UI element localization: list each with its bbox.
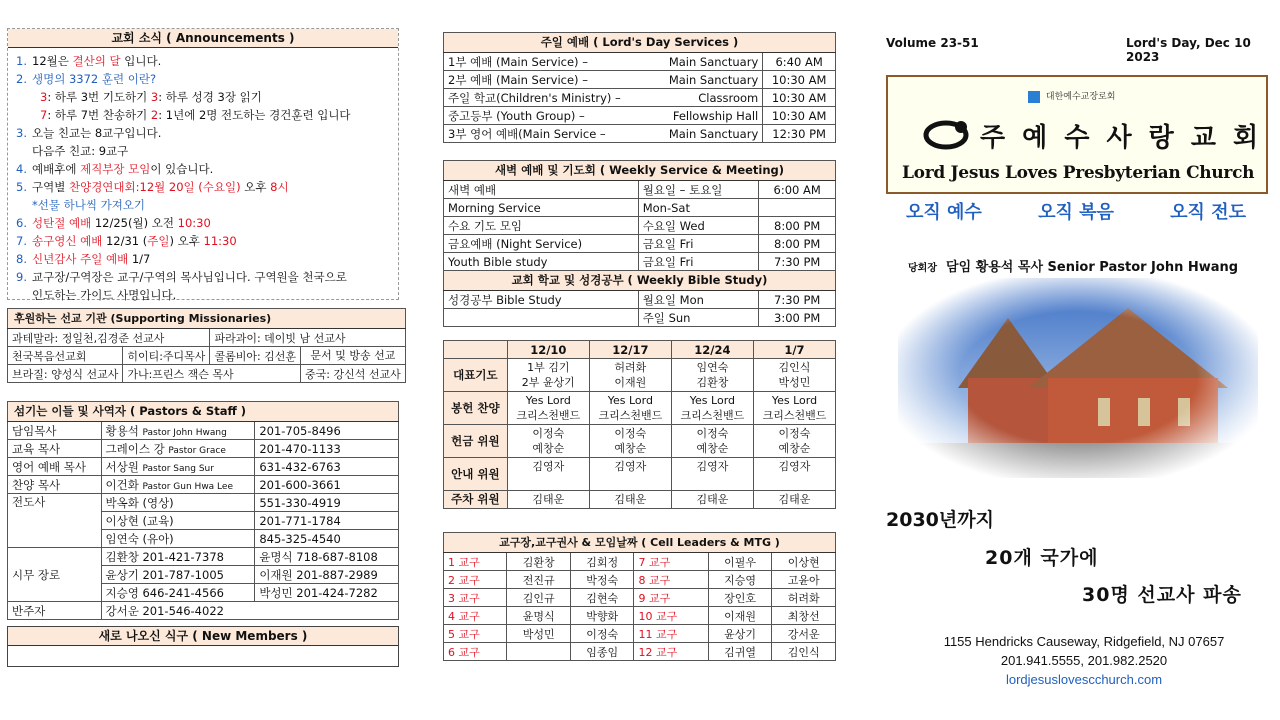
missionary-cell: 브라질: 양성식 선교사 bbox=[8, 365, 123, 383]
staff-name: 이상현 (교육) bbox=[101, 512, 255, 530]
staff-name: 임연숙 (유아) bbox=[101, 530, 255, 548]
schedule-cell: 김영자 bbox=[753, 458, 835, 491]
cell-leaders-panel bbox=[443, 532, 836, 661]
staff-role: 전도사 bbox=[8, 494, 102, 548]
bible-study-title: 교회 학교 및 성경공부 ( Weekly Bible Study) bbox=[444, 271, 836, 291]
schedule-cell: Yes Lord 크리스천밴드 bbox=[589, 392, 671, 425]
mottos bbox=[906, 198, 1246, 224]
staff-row bbox=[8, 422, 399, 440]
vision-line-3: 30명 선교사 파송 bbox=[1082, 584, 1242, 606]
schedule-cell: 임연숙 김환창 bbox=[671, 359, 753, 392]
cell-group: 7 교구 bbox=[634, 553, 708, 571]
missionary-cell: 천국복음선교회 bbox=[8, 347, 123, 365]
weekly-row: 새벽 예배 월요일 – 토요일 6:00 AM bbox=[444, 181, 836, 199]
staff-role: 반주자 bbox=[8, 602, 102, 620]
cell-group: 3 교구 bbox=[444, 589, 507, 607]
staff-row bbox=[8, 458, 399, 476]
cell-leader: 최창선 bbox=[772, 607, 836, 625]
volume-label: Volume 23-51 bbox=[886, 36, 979, 50]
cell-row bbox=[444, 589, 836, 607]
staff-title: 섬기는 이들 및 사역자 ( Pastors & Staff ) bbox=[8, 402, 399, 422]
schedule-date: 12/10 bbox=[507, 341, 589, 359]
announcements-list bbox=[8, 48, 398, 304]
cell-leader: 박향화 bbox=[570, 607, 634, 625]
cell-group: 11 교구 bbox=[634, 625, 708, 643]
announcement-item: 6. 성탄절 예배 12/25(월) 오전 10:30 bbox=[16, 216, 211, 230]
staff-phone: 201-771-1784 bbox=[255, 512, 399, 530]
staff-role: 교육 목사 bbox=[8, 440, 102, 458]
staff-name: 박옥화 (영상) bbox=[101, 494, 255, 512]
cell-group: 2 교구 bbox=[444, 571, 507, 589]
cell-group: 1 교구 bbox=[444, 553, 507, 571]
cell-leader: 임종임 bbox=[570, 643, 634, 661]
announcement-item: 3: 하루 3번 기도하기 3: 하루 성경 3장 읽기 bbox=[40, 90, 262, 104]
weekly-title: 새벽 예배 및 기도회 ( Weekly Service & Meeting) bbox=[444, 161, 836, 181]
date-label: Lord's Day, Dec 10 2023 bbox=[1126, 36, 1251, 64]
staff-name: 그레이스 강 Pastor Grace bbox=[101, 440, 255, 458]
announcements-title: 교회 소식 ( Announcements ) bbox=[8, 29, 398, 48]
schedule-cell: 허려화 이재원 bbox=[589, 359, 671, 392]
cell-leader: 김인규 bbox=[507, 589, 571, 607]
cell-leader: 허려화 bbox=[772, 589, 836, 607]
church-logo bbox=[886, 75, 1268, 194]
staff-row bbox=[8, 440, 399, 458]
announcement-item: 3. 오늘 친교는 8교구입니다. bbox=[16, 126, 162, 140]
cell-leader: 박정숙 bbox=[570, 571, 634, 589]
missionaries-title: 후원하는 선교 기관 (Supporting Missionaries) bbox=[8, 309, 406, 329]
schedule-role: 헌금 위원 bbox=[444, 425, 508, 458]
schedule-cell: 김태운 bbox=[507, 491, 589, 509]
weekly-row: Youth Bible study 금요일 Fri 7:30 PM bbox=[444, 253, 836, 271]
missionaries-panel bbox=[7, 308, 399, 398]
new-members-panel bbox=[7, 626, 399, 667]
motto: 오직 복음 bbox=[1038, 202, 1114, 223]
cell-group: 6 교구 bbox=[444, 643, 507, 661]
cell-group: 10 교구 bbox=[634, 607, 708, 625]
elder-entry: 윤명식 718-687-8108 bbox=[255, 548, 399, 566]
schedule-cell: 김태운 bbox=[671, 491, 753, 509]
cell-leader: 강서운 bbox=[772, 625, 836, 643]
schedule-date: 1/7 bbox=[753, 341, 835, 359]
missionary-cell: 히이티:주디목사 bbox=[123, 347, 210, 365]
schedule-panel bbox=[443, 340, 836, 509]
vision-line-1: 2030년까지 bbox=[886, 509, 994, 531]
staff-row bbox=[8, 494, 399, 512]
elder-entry: 김환창 201-421-7378 bbox=[101, 548, 255, 566]
announcement-item: 7: 하루 7번 찬송하기 2: 1년에 2명 전도하는 경건훈련 입니다 bbox=[40, 108, 351, 122]
cell-leader: 김회정 bbox=[570, 553, 634, 571]
staff-role: 담임목사 bbox=[8, 422, 102, 440]
announcement-item: 8. 신년감사 주일 예배 1/7 bbox=[16, 252, 151, 266]
pastor-line: 당회장 담임 황용석 목사 Senior Pastor John Hwang bbox=[908, 260, 1239, 275]
staff-name: 강서운 201-546-4022 bbox=[101, 602, 399, 620]
elder-row bbox=[8, 548, 399, 566]
schedule-row bbox=[444, 392, 836, 425]
contact-block bbox=[886, 632, 1280, 689]
services-title: 주일 예배 ( Lord's Day Services ) bbox=[444, 33, 836, 53]
cell-leader: 김현숙 bbox=[570, 589, 634, 607]
cell-leader: 김귀열 bbox=[708, 643, 772, 661]
staff-name: 황용석 Pastor John Hwang bbox=[101, 422, 255, 440]
announcement-item: 인도하는 가이드 사명입니다. bbox=[32, 288, 177, 302]
missionary-cell: 파라과이: 데이빗 남 선교사 bbox=[210, 329, 405, 347]
schedule-row bbox=[444, 458, 836, 491]
announcement-item: 7. 송구영신 예배 12/31 (주일) 오후 11:30 bbox=[16, 234, 237, 248]
service-row: 중고등부 (Youth Group) – Fellowship Hall 10:30 AM bbox=[444, 107, 836, 125]
announcement-item: 1. 12월은 결산의 달 입니다. bbox=[16, 54, 162, 68]
cell-leader: 이재원 bbox=[708, 607, 772, 625]
schedule-role: 주차 위원 bbox=[444, 491, 508, 509]
schedule-cell: 김영자 bbox=[507, 458, 589, 491]
schedule-role: 봉헌 찬양 bbox=[444, 392, 508, 425]
missionary-cell: 과테말라: 정일천,김경준 선교사 bbox=[8, 329, 210, 347]
service-row: 3부 영어 예배(Main Service – Main Sanctuary 12:30 PM bbox=[444, 125, 836, 143]
elder-entry: 지승영 646-241-4566 bbox=[101, 584, 255, 602]
announcement-item: 5. 구역별 찬양경연대회:12월 20일 (수요일) 오후 8시 bbox=[16, 180, 289, 194]
staff-panel bbox=[7, 401, 399, 623]
cell-row bbox=[444, 571, 836, 589]
cell-leader: 장인호 bbox=[708, 589, 772, 607]
schedule-cell: 김태운 bbox=[753, 491, 835, 509]
schedule-cell: 이정숙 예창순 bbox=[753, 425, 835, 458]
services-panel bbox=[443, 32, 836, 143]
staff-row bbox=[8, 602, 399, 620]
weekly-panel bbox=[443, 160, 836, 327]
missionary-cell: 가나:프린스 잭슨 목사 bbox=[123, 365, 301, 383]
schedule-cell: 이정숙 예창순 bbox=[671, 425, 753, 458]
phone: 201.941.5555, 201.982.2520 bbox=[1000, 653, 1168, 668]
staff-phone: 551-330-4919 bbox=[255, 494, 399, 512]
staff-role: 찬양 목사 bbox=[8, 476, 102, 494]
cell-group: 8 교구 bbox=[634, 571, 708, 589]
schedule-cell: 김영자 bbox=[589, 458, 671, 491]
staff-phone: 201-600-3661 bbox=[255, 476, 399, 494]
schedule-date: 12/24 bbox=[671, 341, 753, 359]
cell-leader: 지승영 bbox=[708, 571, 772, 589]
cell-group: 12 교구 bbox=[634, 643, 708, 661]
staff-name: 이건화 Pastor Gun Hwa Lee bbox=[101, 476, 255, 494]
motto: 오직 전도 bbox=[1170, 202, 1246, 223]
staff-phone: 201-470-1133 bbox=[255, 440, 399, 458]
schedule-date: 12/17 bbox=[589, 341, 671, 359]
elder-entry: 윤상기 201-787-1005 bbox=[101, 566, 255, 584]
schedule-cell: 김인식 박성민 bbox=[753, 359, 835, 392]
missionary-cell: 문서 및 방송 선교 bbox=[301, 347, 406, 365]
announcement-item: *선물 하나씩 가져오기 bbox=[32, 198, 146, 212]
cell-leader: 이상현 bbox=[772, 553, 836, 571]
service-row: 주일 학교(Children's Ministry) – Classroom 10:30 AM bbox=[444, 89, 836, 107]
elder-entry: 박성민 201-424-7282 bbox=[255, 584, 399, 602]
staff-row bbox=[8, 476, 399, 494]
staff-role: 영어 예배 목사 bbox=[8, 458, 102, 476]
elder-entry: 이재원 201-887-2989 bbox=[255, 566, 399, 584]
vision-line-2: 20개 국가에 bbox=[985, 547, 1099, 569]
cell-leaders-title: 교구장,교구권사 & 모임날짜 ( Cell Leaders & MTG ) bbox=[444, 533, 836, 553]
motto: 오직 예수 bbox=[906, 202, 982, 223]
cell-row bbox=[444, 607, 836, 625]
cell-leader: 김인식 bbox=[772, 643, 836, 661]
weekly-row: 수요 기도 모임 수요일 Wed 8:00 PM bbox=[444, 217, 836, 235]
staff-phone: 845-325-4540 bbox=[255, 530, 399, 548]
schedule-cell: Yes Lord 크리스천밴드 bbox=[671, 392, 753, 425]
cell-leader: 박성민 bbox=[507, 625, 571, 643]
schedule-cell: Yes Lord 크리스천밴드 bbox=[753, 392, 835, 425]
denomination-icon bbox=[1028, 91, 1040, 103]
schedule-row bbox=[444, 359, 836, 392]
schedule-cell: 김영자 bbox=[671, 458, 753, 491]
missionary-cell: 콜롬비아: 김선훈 bbox=[210, 347, 301, 365]
cell-row bbox=[444, 643, 836, 661]
staff-role: 시무 장로 bbox=[8, 548, 102, 602]
logo-english: Lord Jesus Loves Presbyterian Church bbox=[902, 163, 1255, 183]
weekly-row: 금요예배 (Night Service) 금요일 Fri 8:00 PM bbox=[444, 235, 836, 253]
missionary-cell: 중국: 강신석 선교사 bbox=[301, 365, 406, 383]
schedule-cell: 이정숙 예창순 bbox=[589, 425, 671, 458]
new-members-title: 새로 나오신 식구 ( New Members ) bbox=[8, 627, 398, 646]
bible-row: 성경공부 Bible Study 월요일 Mon 7:30 PM bbox=[444, 291, 836, 309]
church-photo bbox=[898, 278, 1258, 478]
cell-leader: 이필우 bbox=[708, 553, 772, 571]
cell-leader: 이정숙 bbox=[570, 625, 634, 643]
schedule-role: 대표기도 bbox=[444, 359, 508, 392]
service-row: 2부 예배 (Main Service) – Main Sanctuary 10:30 AM bbox=[444, 71, 836, 89]
cell-leader: 윤상기 bbox=[708, 625, 772, 643]
staff-phone: 631-432-6763 bbox=[255, 458, 399, 476]
schedule-cell: 1부 김기 2부 윤상기 bbox=[507, 359, 589, 392]
cell-leader: 고윤아 bbox=[772, 571, 836, 589]
bible-row: 주일 Sun 3:00 PM bbox=[444, 309, 836, 327]
cell-leader: 윤명식 bbox=[507, 607, 571, 625]
schedule-row bbox=[444, 425, 836, 458]
cell-leader: 전진규 bbox=[507, 571, 571, 589]
staff-phone: 201-705-8496 bbox=[255, 422, 399, 440]
cell-group: 9 교구 bbox=[634, 589, 708, 607]
cell-group: 4 교구 bbox=[444, 607, 507, 625]
announcement-item: 다음주 친교: 9교구 bbox=[32, 144, 129, 158]
schedule-cell: 김태운 bbox=[589, 491, 671, 509]
announcement-item: 9. 교구장/구역장은 교구/구역의 목사님입니다. 구역원을 천국으로 bbox=[16, 270, 347, 284]
address: 1155 Hendricks Causeway, Ridgefield, NJ 07657 bbox=[943, 634, 1225, 649]
cell-leader: 김환창 bbox=[507, 553, 571, 571]
cell-row bbox=[444, 625, 836, 643]
schedule-cell: Yes Lord 크리스천밴드 bbox=[507, 392, 589, 425]
schedule-cell: 이정숙 예창순 bbox=[507, 425, 589, 458]
weekly-row: Morning Service Mon-Sat bbox=[444, 199, 836, 217]
service-row: 1부 예배 (Main Service) – Main Sanctuary 6:40 AM bbox=[444, 53, 836, 71]
schedule-role: 안내 위원 bbox=[444, 458, 508, 491]
website-link[interactable]: lordjesuslovescchurch.com bbox=[1005, 672, 1163, 687]
staff-name: 서상원 Pastor Sang Sur bbox=[101, 458, 255, 476]
announcement-item: 4. 예배후에 제직부장 모임이 있습니다. bbox=[16, 162, 214, 176]
cell-row bbox=[444, 553, 836, 571]
denomination-label: 대한예수교장로회 bbox=[1028, 89, 1115, 103]
cell-leader bbox=[507, 643, 571, 661]
sheep-icon bbox=[916, 115, 976, 155]
logo-korean: 주 예 수 사 랑 교 회 bbox=[980, 123, 1263, 153]
cell-group: 5 교구 bbox=[444, 625, 507, 643]
schedule-row bbox=[444, 491, 836, 509]
announcements-panel bbox=[7, 28, 399, 300]
announcement-item: 2. 생명의 3372 훈련 이란? bbox=[16, 72, 157, 86]
schedule-corner bbox=[444, 341, 508, 359]
